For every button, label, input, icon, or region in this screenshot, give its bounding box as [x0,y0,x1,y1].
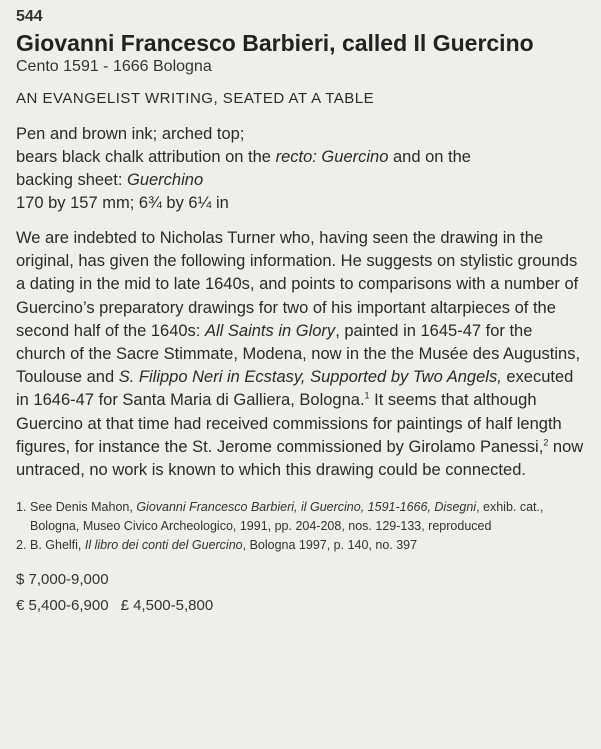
footnote-ref-2: 2 [543,437,549,448]
lot-number: 544 [16,8,43,25]
footnote-ref-1: 1 [364,390,370,401]
dimensions: 170 by 157 mm; 6¾ by 6¼ in [16,194,229,212]
estimate-usd: $ 7,000-9,000 [16,571,109,589]
backing-line: backing sheet: Guerchino [16,171,204,189]
essay-paragraph: We are indebted to Nicholas Turner who, having seen the drawing in the original, has given the following information. He suggests on stylistic grounds a dating in the mid to late 1640s, and points to comparisons with a number of Guercino’s preparatory drawings for two of his important altarpieces of the second half of the 1640s: All Saints in Glory, painted in 1645-47 for the church of the Sacre Stimmate, Modena, now in the the Musée des Augustins, Toulouse and S. Filippo Neri in Ecstasy, Supported by Two Angels, executed in 1646-47 for Santa Maria di Galliera, Bologna.$^1$ It seems that although Guercino at that time had received commissions for paintings of half length figures, for instance the St. Jerome commissioned by Girolamo Panessi,$^2$ now untraced, no work is known to which this drawing could be connected. [16,229,584,480]
medium-description [16,123,585,215]
medium-line: Pen and brown ink; arched top; [16,125,245,143]
attribution-line: bears black chalk attribution on the recto: Guercino and on the [16,148,471,166]
estimate-gbp: £ 4,500-5,800 [120,597,214,615]
estimate-eur: € 5,400-6,900 [16,597,109,615]
artist-name: Giovanni Francesco Barbieri, called Il Guercino [16,30,534,56]
estimate-conversions [16,595,585,617]
artwork-title: AN EVANGELIST WRITING, SEATED AT A TABLE [16,90,375,107]
footnote-item: 2. B. Ghelfi, Il libro dei conti del Guercino, Bologna 1997, p. 140, no. 397 [16,538,418,553]
footnotes [16,498,585,555]
artist-life-dates: Cento 1591 - 1666 Bologna [16,58,212,75]
footnote-item: 1. See Denis Mahon, Giovanni Francesco Barbieri, il Guercino, 1591-1666, Disegni, exhib. cat., Bologna, Museo Civico Archeologico, 1991, pp. 204-208, nos. 129-133, reproduced [16,500,544,534]
